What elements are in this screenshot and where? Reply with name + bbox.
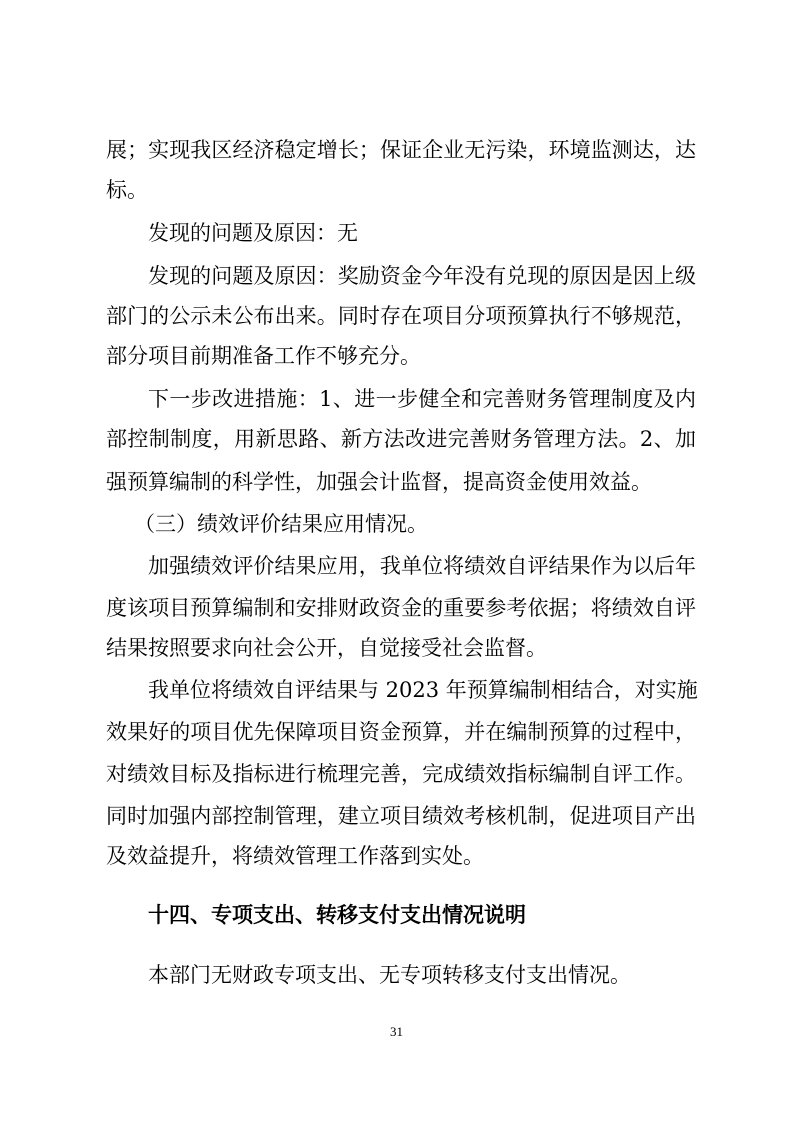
body-line: 部控制制度，用新思路、新方法改进完善财务管理方法。2、加 [106, 427, 696, 451]
body-line: 发现的问题及原因：无 [148, 221, 358, 245]
body-line: 发现的问题及原因：奖励资金今年没有兑现的原因是因上级 [148, 264, 696, 288]
body-line: 展；实现我区经济稳定增长；保证企业无污染，环境监测达，达 [106, 138, 696, 162]
section-body: 本部门无财政专项支出、无专项转移支付支出情况。 [148, 963, 631, 987]
section-heading: 十四、专项支出、转移支付支出情况说明 [148, 902, 526, 927]
body-line: 部门的公示未公布出来。同时存在项目分项预算执行不够规范， [106, 304, 696, 328]
body-line: 我单位将绩效自评结果与 2023 年预算编制相结合，对实施 [148, 678, 698, 702]
body-line: 度该项目预算编制和安排财政资金的重要参考依据；将绩效自评 [106, 596, 696, 620]
page-number: 31 [390, 1024, 403, 1039]
body-line: 对绩效目标及指标进行梳理完善，完成绩效指标编制自评工作。 [106, 762, 696, 786]
body-line: 同时加强内部控制管理，建立项目绩效考核机制，促进项目产出 [106, 804, 696, 828]
body-line: 及效益提升，将绩效管理工作落到实处。 [106, 844, 484, 868]
body-line: 部分项目前期准备工作不够充分。 [106, 344, 421, 368]
body-line: 下一步改进措施：1、进一步健全和完善财务管理制度及内 [148, 387, 696, 411]
body-line: 标。 [106, 178, 148, 202]
body-line: 结果按照要求向社会公开，自觉接受社会监督。 [106, 636, 547, 660]
body-line: 加强绩效评价结果应用，我单位将绩效自评结果作为以后年 [148, 554, 696, 578]
body-line: 效果好的项目优先保障项目资金预算，并在编制预算的过程中， [106, 720, 696, 744]
body-line: 强预算编制的科学性，加强会计监督，提高资金使用效益。 [106, 470, 652, 494]
subsection-title: （三）绩效评价结果应用情况。 [134, 512, 428, 536]
